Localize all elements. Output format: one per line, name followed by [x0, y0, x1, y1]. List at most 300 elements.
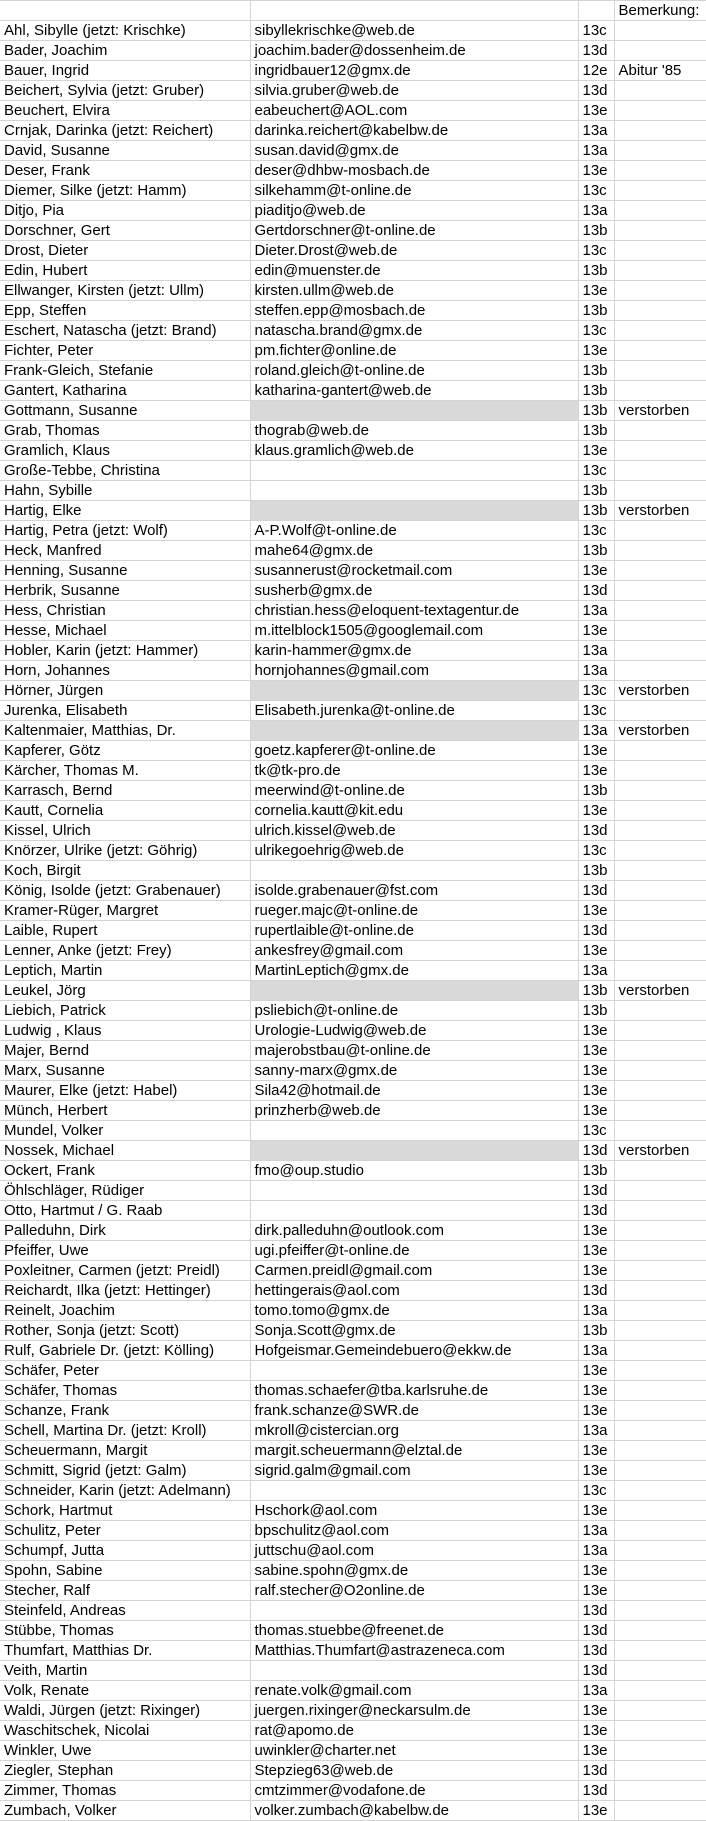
class-cell[interactable]: 13a [578, 121, 614, 141]
name-cell[interactable]: Volk, Renate [0, 1681, 250, 1701]
remark-cell[interactable] [614, 221, 706, 241]
email-cell[interactable]: hornjohannes@gmail.com [250, 661, 578, 681]
name-cell[interactable]: Epp, Steffen [0, 301, 250, 321]
name-cell[interactable]: Gantert, Katharina [0, 381, 250, 401]
email-cell[interactable]: dirk.palleduhn@outlook.com [250, 1221, 578, 1241]
name-cell[interactable]: Veith, Martin [0, 1661, 250, 1681]
remark-cell[interactable] [614, 1721, 706, 1741]
remark-cell[interactable] [614, 1361, 706, 1381]
name-cell[interactable]: Schell, Martina Dr. (jetzt: Kroll) [0, 1421, 250, 1441]
email-cell[interactable]: katharina-gantert@web.de [250, 381, 578, 401]
remark-cell[interactable] [614, 961, 706, 981]
class-cell[interactable]: 13e [578, 101, 614, 121]
remark-cell[interactable] [614, 1801, 706, 1821]
class-cell[interactable]: 13b [578, 401, 614, 421]
name-cell[interactable]: Rulf, Gabriele Dr. (jetzt: Kölling) [0, 1341, 250, 1361]
class-cell[interactable]: 13e [578, 1441, 614, 1461]
name-cell[interactable]: Palleduhn, Dirk [0, 1221, 250, 1241]
email-cell[interactable]: darinka.reichert@kabelbw.de [250, 121, 578, 141]
email-cell[interactable]: rueger.majc@t-online.de [250, 901, 578, 921]
class-cell[interactable]: 13d [578, 41, 614, 61]
email-cell[interactable]: frank.schanze@SWR.de [250, 1401, 578, 1421]
email-cell[interactable]: thograb@web.de [250, 421, 578, 441]
name-cell[interactable]: Otto, Hartmut / G. Raab [0, 1201, 250, 1221]
remark-cell[interactable] [614, 81, 706, 101]
class-cell[interactable]: 13e [578, 761, 614, 781]
class-cell[interactable]: 13d [578, 1761, 614, 1781]
email-cell[interactable]: joachim.bader@dossenheim.de [250, 41, 578, 61]
email-cell[interactable]: silkehamm@t-online.de [250, 181, 578, 201]
class-cell[interactable]: 13a [578, 1341, 614, 1361]
remark-cell[interactable] [614, 1221, 706, 1241]
remark-cell[interactable] [614, 901, 706, 921]
name-cell[interactable]: Ockert, Frank [0, 1161, 250, 1181]
remark-cell[interactable] [614, 1481, 706, 1501]
class-cell[interactable]: 13b [578, 861, 614, 881]
email-cell[interactable]: Hschork@aol.com [250, 1501, 578, 1521]
name-cell[interactable]: Crnjak, Darinka (jetzt: Reichert) [0, 121, 250, 141]
name-cell[interactable]: Ahl, Sibylle (jetzt: Krischke) [0, 21, 250, 41]
header-remark-cell[interactable]: Bemerkung: [614, 1, 706, 21]
remark-cell[interactable] [614, 1161, 706, 1181]
email-cell[interactable]: ulrich.kissel@web.de [250, 821, 578, 841]
class-cell[interactable]: 13a [578, 1681, 614, 1701]
class-cell[interactable]: 13e [578, 1581, 614, 1601]
class-cell[interactable]: 13e [578, 1041, 614, 1061]
name-cell[interactable]: Maurer, Elke (jetzt: Habel) [0, 1081, 250, 1101]
class-cell[interactable]: 13d [578, 1621, 614, 1641]
remark-cell[interactable] [614, 601, 706, 621]
class-cell[interactable]: 13b [578, 1001, 614, 1021]
email-cell[interactable]: mahe64@gmx.de [250, 541, 578, 561]
class-cell[interactable]: 13d [578, 581, 614, 601]
name-cell[interactable]: Hahn, Sybille [0, 481, 250, 501]
class-cell[interactable]: 13b [578, 481, 614, 501]
email-cell[interactable]: prinzherb@web.de [250, 1101, 578, 1121]
remark-cell[interactable] [614, 1541, 706, 1561]
class-cell[interactable]: 13b [578, 781, 614, 801]
remark-cell[interactable] [614, 1761, 706, 1781]
remark-cell[interactable] [614, 1781, 706, 1801]
remark-cell[interactable] [614, 761, 706, 781]
email-cell[interactable]: Stepzieg63@web.de [250, 1761, 578, 1781]
email-cell[interactable]: sabine.spohn@gmx.de [250, 1561, 578, 1581]
remark-cell[interactable] [614, 1461, 706, 1481]
class-cell[interactable]: 13e [578, 161, 614, 181]
email-cell[interactable] [250, 1141, 578, 1161]
remark-cell[interactable] [614, 861, 706, 881]
class-cell[interactable]: 13d [578, 1781, 614, 1801]
email-cell[interactable]: m.ittelblock1505@googlemail.com [250, 621, 578, 641]
class-cell[interactable]: 13e [578, 1741, 614, 1761]
name-cell[interactable]: Kissel, Ulrich [0, 821, 250, 841]
email-cell[interactable] [250, 401, 578, 421]
name-cell[interactable]: Jurenka, Elisabeth [0, 701, 250, 721]
remark-cell[interactable]: verstorben [614, 721, 706, 741]
class-cell[interactable]: 13d [578, 921, 614, 941]
email-cell[interactable]: Sonja.Scott@gmx.de [250, 1321, 578, 1341]
email-cell[interactable] [250, 721, 578, 741]
name-cell[interactable]: Mundel, Volker [0, 1121, 250, 1141]
remark-cell[interactable] [614, 1021, 706, 1041]
email-cell[interactable]: kirsten.ullm@web.de [250, 281, 578, 301]
name-cell[interactable]: David, Susanne [0, 141, 250, 161]
name-cell[interactable]: Kaltenmaier, Matthias, Dr. [0, 721, 250, 741]
email-cell[interactable]: Sila42@hotmail.de [250, 1081, 578, 1101]
email-cell[interactable] [250, 681, 578, 701]
remark-cell[interactable] [614, 561, 706, 581]
email-cell[interactable]: sigrid.galm@gmail.com [250, 1461, 578, 1481]
name-cell[interactable]: Thumfart, Matthias Dr. [0, 1641, 250, 1661]
email-cell[interactable]: ingridbauer12@gmx.de [250, 61, 578, 81]
remark-cell[interactable] [614, 1081, 706, 1101]
remark-cell[interactable] [614, 1201, 706, 1221]
remark-cell[interactable] [614, 1041, 706, 1061]
email-cell[interactable]: juergen.rixinger@neckarsulm.de [250, 1701, 578, 1721]
email-cell[interactable] [250, 1661, 578, 1681]
class-cell[interactable]: 13e [578, 281, 614, 301]
name-cell[interactable]: Große-Tebbe, Christina [0, 461, 250, 481]
email-cell[interactable]: edin@muenster.de [250, 261, 578, 281]
remark-cell[interactable] [614, 821, 706, 841]
email-cell[interactable]: bpschulitz@aol.com [250, 1521, 578, 1541]
email-cell[interactable]: volker.zumbach@kabelbw.de [250, 1801, 578, 1821]
email-cell[interactable]: susan.david@gmx.de [250, 141, 578, 161]
name-cell[interactable]: Deser, Frank [0, 161, 250, 181]
remark-cell[interactable] [614, 1681, 706, 1701]
name-cell[interactable]: Hobler, Karin (jetzt: Hammer) [0, 641, 250, 661]
class-cell[interactable]: 13b [578, 261, 614, 281]
name-cell[interactable]: Kärcher, Thomas M. [0, 761, 250, 781]
class-cell[interactable]: 13e [578, 1361, 614, 1381]
class-cell[interactable]: 13b [578, 981, 614, 1001]
class-cell[interactable]: 13d [578, 1601, 614, 1621]
class-cell[interactable]: 13a [578, 141, 614, 161]
class-cell[interactable]: 13c [578, 181, 614, 201]
name-cell[interactable]: Münch, Herbert [0, 1101, 250, 1121]
remark-cell[interactable] [614, 1381, 706, 1401]
class-cell[interactable]: 13b [578, 1321, 614, 1341]
remark-cell[interactable] [614, 361, 706, 381]
name-cell[interactable]: Grab, Thomas [0, 421, 250, 441]
email-cell[interactable]: renate.volk@gmail.com [250, 1681, 578, 1701]
name-cell[interactable]: Herbrik, Susanne [0, 581, 250, 601]
name-cell[interactable]: Edin, Hubert [0, 261, 250, 281]
email-cell[interactable] [250, 1601, 578, 1621]
email-cell[interactable] [250, 1181, 578, 1201]
remark-cell[interactable]: Abitur '85 [614, 61, 706, 81]
email-cell[interactable] [250, 861, 578, 881]
remark-cell[interactable] [614, 181, 706, 201]
name-cell[interactable]: Poxleitner, Carmen (jetzt: Preidl) [0, 1261, 250, 1281]
remark-cell[interactable] [614, 921, 706, 941]
remark-cell[interactable] [614, 801, 706, 821]
remark-cell[interactable] [614, 281, 706, 301]
remark-cell[interactable] [614, 1061, 706, 1081]
class-cell[interactable]: 13d [578, 1141, 614, 1161]
name-cell[interactable]: Fichter, Peter [0, 341, 250, 361]
name-cell[interactable]: Steinfeld, Andreas [0, 1601, 250, 1621]
remark-cell[interactable] [614, 1741, 706, 1761]
class-cell[interactable]: 13e [578, 941, 614, 961]
remark-cell[interactable] [614, 1001, 706, 1021]
email-cell[interactable]: juttschu@aol.com [250, 1541, 578, 1561]
email-cell[interactable]: susherb@gmx.de [250, 581, 578, 601]
class-cell[interactable]: 13a [578, 601, 614, 621]
class-cell[interactable]: 13a [578, 1421, 614, 1441]
name-cell[interactable]: Stecher, Ralf [0, 1581, 250, 1601]
email-cell[interactable]: isolde.grabenauer@fst.com [250, 881, 578, 901]
email-cell[interactable]: Hofgeismar.Gemeindebuero@ekkw.de [250, 1341, 578, 1361]
email-cell[interactable]: Matthias.Thumfart@astrazeneca.com [250, 1641, 578, 1661]
name-cell[interactable]: Schäfer, Thomas [0, 1381, 250, 1401]
remark-cell[interactable]: verstorben [614, 401, 706, 421]
name-cell[interactable]: Schork, Hartmut [0, 1501, 250, 1521]
remark-cell[interactable] [614, 1581, 706, 1601]
remark-cell[interactable] [614, 1641, 706, 1661]
class-cell[interactable]: 13a [578, 641, 614, 661]
email-cell[interactable]: piaditjo@web.de [250, 201, 578, 221]
name-cell[interactable]: Dorschner, Gert [0, 221, 250, 241]
name-cell[interactable]: Ziegler, Stephan [0, 1761, 250, 1781]
remark-cell[interactable] [614, 1601, 706, 1621]
email-cell[interactable]: fmo@oup.studio [250, 1161, 578, 1181]
remark-cell[interactable] [614, 201, 706, 221]
name-cell[interactable]: Frank-Gleich, Stefanie [0, 361, 250, 381]
remark-cell[interactable] [614, 1261, 706, 1281]
class-cell[interactable]: 13a [578, 661, 614, 681]
remark-cell[interactable] [614, 41, 706, 61]
remark-cell[interactable] [614, 641, 706, 661]
class-cell[interactable]: 13e [578, 1221, 614, 1241]
class-cell[interactable]: 13d [578, 821, 614, 841]
name-cell[interactable]: Winkler, Uwe [0, 1741, 250, 1761]
class-cell[interactable]: 13e [578, 1081, 614, 1101]
name-cell[interactable]: Waldi, Jürgen (jetzt: Rixinger) [0, 1701, 250, 1721]
name-cell[interactable]: Marx, Susanne [0, 1061, 250, 1081]
remark-cell[interactable] [614, 941, 706, 961]
remark-cell[interactable] [614, 1241, 706, 1261]
name-cell[interactable]: Beuchert, Elvira [0, 101, 250, 121]
class-cell[interactable]: 13a [578, 1301, 614, 1321]
remark-cell[interactable] [614, 1421, 706, 1441]
class-cell[interactable]: 13e [578, 561, 614, 581]
name-cell[interactable]: Leukel, Jörg [0, 981, 250, 1001]
name-cell[interactable]: Gramlich, Klaus [0, 441, 250, 461]
class-cell[interactable]: 13c [578, 1481, 614, 1501]
class-cell[interactable]: 13b [578, 221, 614, 241]
remark-cell[interactable] [614, 241, 706, 261]
class-cell[interactable]: 13e [578, 801, 614, 821]
class-cell[interactable]: 13c [578, 1121, 614, 1141]
class-cell[interactable]: 13a [578, 201, 614, 221]
email-cell[interactable]: Gertdorschner@t-online.de [250, 221, 578, 241]
remark-cell[interactable]: verstorben [614, 1141, 706, 1161]
remark-cell[interactable] [614, 1401, 706, 1421]
remark-cell[interactable] [614, 541, 706, 561]
email-cell[interactable]: ralf.stecher@O2online.de [250, 1581, 578, 1601]
remark-cell[interactable] [614, 1661, 706, 1681]
remark-cell[interactable] [614, 881, 706, 901]
name-cell[interactable]: Laible, Rupert [0, 921, 250, 941]
email-cell[interactable]: deser@dhbw-mosbach.de [250, 161, 578, 181]
name-cell[interactable]: Reichardt, Ilka (jetzt: Hettinger) [0, 1281, 250, 1301]
remark-cell[interactable] [614, 841, 706, 861]
class-cell[interactable]: 13b [578, 301, 614, 321]
email-cell[interactable]: ugi.pfeiffer@t-online.de [250, 1241, 578, 1261]
remark-cell[interactable]: verstorben [614, 981, 706, 1001]
name-cell[interactable]: Majer, Bernd [0, 1041, 250, 1061]
email-cell[interactable]: hettingerais@aol.com [250, 1281, 578, 1301]
class-cell[interactable]: 13c [578, 321, 614, 341]
remark-cell[interactable] [614, 261, 706, 281]
class-cell[interactable]: 13d [578, 1181, 614, 1201]
name-cell[interactable]: König, Isolde (jetzt: Grabenauer) [0, 881, 250, 901]
email-cell[interactable]: pm.fichter@online.de [250, 341, 578, 361]
class-cell[interactable]: 13d [578, 81, 614, 101]
email-cell[interactable]: ankesfrey@gmail.com [250, 941, 578, 961]
email-cell[interactable]: eabeuchert@AOL.com [250, 101, 578, 121]
name-cell[interactable]: Schumpf, Jutta [0, 1541, 250, 1561]
remark-cell[interactable] [614, 781, 706, 801]
name-cell[interactable]: Henning, Susanne [0, 561, 250, 581]
email-cell[interactable]: thomas.stuebbe@freenet.de [250, 1621, 578, 1641]
remark-cell[interactable] [614, 621, 706, 641]
remark-cell[interactable]: verstorben [614, 501, 706, 521]
class-cell[interactable]: 13c [578, 21, 614, 41]
name-cell[interactable]: Schneider, Karin (jetzt: Adelmann) [0, 1481, 250, 1501]
header-email-cell[interactable] [250, 1, 578, 21]
class-cell[interactable]: 13a [578, 1521, 614, 1541]
name-cell[interactable]: Koch, Birgit [0, 861, 250, 881]
remark-cell[interactable] [614, 581, 706, 601]
class-cell[interactable]: 13d [578, 1641, 614, 1661]
name-cell[interactable]: Drost, Dieter [0, 241, 250, 261]
remark-cell[interactable] [614, 1621, 706, 1641]
remark-cell[interactable] [614, 521, 706, 541]
remark-cell[interactable] [614, 341, 706, 361]
class-cell[interactable]: 13e [578, 1461, 614, 1481]
email-cell[interactable]: psliebich@t-online.de [250, 1001, 578, 1021]
email-cell[interactable]: rupertlaible@t-online.de [250, 921, 578, 941]
remark-cell[interactable] [614, 21, 706, 41]
email-cell[interactable]: roland.gleich@t-online.de [250, 361, 578, 381]
name-cell[interactable]: Ellwanger, Kirsten (jetzt: Ullm) [0, 281, 250, 301]
name-cell[interactable]: Diemer, Silke (jetzt: Hamm) [0, 181, 250, 201]
class-cell[interactable]: 13e [578, 1501, 614, 1521]
email-cell[interactable]: steffen.epp@mosbach.de [250, 301, 578, 321]
name-cell[interactable]: Hörner, Jürgen [0, 681, 250, 701]
email-cell[interactable]: uwinkler@charter.net [250, 1741, 578, 1761]
email-cell[interactable]: cornelia.kautt@kit.edu [250, 801, 578, 821]
email-cell[interactable] [250, 1121, 578, 1141]
name-cell[interactable]: Hartig, Elke [0, 501, 250, 521]
class-cell[interactable]: 13c [578, 461, 614, 481]
name-cell[interactable]: Waschitschek, Nicolai [0, 1721, 250, 1741]
header-class-cell[interactable] [578, 1, 614, 21]
email-cell[interactable] [250, 981, 578, 1001]
class-cell[interactable]: 13d [578, 1661, 614, 1681]
class-cell[interactable]: 13a [578, 721, 614, 741]
remark-cell[interactable]: verstorben [614, 681, 706, 701]
remark-cell[interactable] [614, 441, 706, 461]
class-cell[interactable]: 13e [578, 1561, 614, 1581]
class-cell[interactable]: 13b [578, 501, 614, 521]
class-cell[interactable]: 13c [578, 701, 614, 721]
email-cell[interactable]: Carmen.preidl@gmail.com [250, 1261, 578, 1281]
email-cell[interactable]: thomas.schaefer@tba.karlsruhe.de [250, 1381, 578, 1401]
class-cell[interactable]: 13b [578, 381, 614, 401]
class-cell[interactable]: 13e [578, 741, 614, 761]
remark-cell[interactable] [614, 1521, 706, 1541]
name-cell[interactable]: Schäfer, Peter [0, 1361, 250, 1381]
name-cell[interactable]: Hartig, Petra (jetzt: Wolf) [0, 521, 250, 541]
remark-cell[interactable] [614, 421, 706, 441]
remark-cell[interactable] [614, 1341, 706, 1361]
remark-cell[interactable] [614, 1301, 706, 1321]
name-cell[interactable]: Bader, Joachim [0, 41, 250, 61]
email-cell[interactable] [250, 1361, 578, 1381]
email-cell[interactable]: ulrikegoehrig@web.de [250, 841, 578, 861]
name-cell[interactable]: Schmitt, Sigrid (jetzt: Galm) [0, 1461, 250, 1481]
name-cell[interactable]: Heck, Manfred [0, 541, 250, 561]
class-cell[interactable]: 13e [578, 1101, 614, 1121]
name-cell[interactable]: Spohn, Sabine [0, 1561, 250, 1581]
remark-cell[interactable] [614, 461, 706, 481]
email-cell[interactable]: margit.scheuermann@elztal.de [250, 1441, 578, 1461]
class-cell[interactable]: 13a [578, 961, 614, 981]
email-cell[interactable]: natascha.brand@gmx.de [250, 321, 578, 341]
name-cell[interactable]: Hess, Christian [0, 601, 250, 621]
remark-cell[interactable] [614, 1501, 706, 1521]
email-cell[interactable]: Elisabeth.jurenka@t-online.de [250, 701, 578, 721]
remark-cell[interactable] [614, 1561, 706, 1581]
email-cell[interactable]: cmtzimmer@vodafone.de [250, 1781, 578, 1801]
name-cell[interactable]: Nossek, Michael [0, 1141, 250, 1161]
remark-cell[interactable] [614, 161, 706, 181]
class-cell[interactable]: 13e [578, 441, 614, 461]
remark-cell[interactable] [614, 141, 706, 161]
remark-cell[interactable] [614, 1321, 706, 1341]
name-cell[interactable]: Kramer-Rüger, Margret [0, 901, 250, 921]
name-cell[interactable]: Stübbe, Thomas [0, 1621, 250, 1641]
class-cell[interactable]: 13a [578, 1541, 614, 1561]
header-name-cell[interactable] [0, 1, 250, 21]
name-cell[interactable]: Kautt, Cornelia [0, 801, 250, 821]
remark-cell[interactable] [614, 741, 706, 761]
class-cell[interactable]: 13d [578, 1281, 614, 1301]
remark-cell[interactable] [614, 321, 706, 341]
name-cell[interactable]: Bauer, Ingrid [0, 61, 250, 81]
class-cell[interactable]: 13e [578, 1701, 614, 1721]
name-cell[interactable]: Liebich, Patrick [0, 1001, 250, 1021]
name-cell[interactable]: Kapferer, Götz [0, 741, 250, 761]
class-cell[interactable]: 13e [578, 1261, 614, 1281]
email-cell[interactable]: A-P.Wolf@t-online.de [250, 521, 578, 541]
class-cell[interactable]: 13b [578, 361, 614, 381]
remark-cell[interactable] [614, 101, 706, 121]
name-cell[interactable]: Rother, Sonja (jetzt: Scott) [0, 1321, 250, 1341]
remark-cell[interactable] [614, 1281, 706, 1301]
class-cell[interactable]: 13b [578, 1161, 614, 1181]
class-cell[interactable]: 13e [578, 1381, 614, 1401]
class-cell[interactable]: 13e [578, 1021, 614, 1041]
name-cell[interactable]: Schulitz, Peter [0, 1521, 250, 1541]
name-cell[interactable]: Hesse, Michael [0, 621, 250, 641]
remark-cell[interactable] [614, 1121, 706, 1141]
class-cell[interactable]: 13d [578, 881, 614, 901]
class-cell[interactable]: 13d [578, 1201, 614, 1221]
